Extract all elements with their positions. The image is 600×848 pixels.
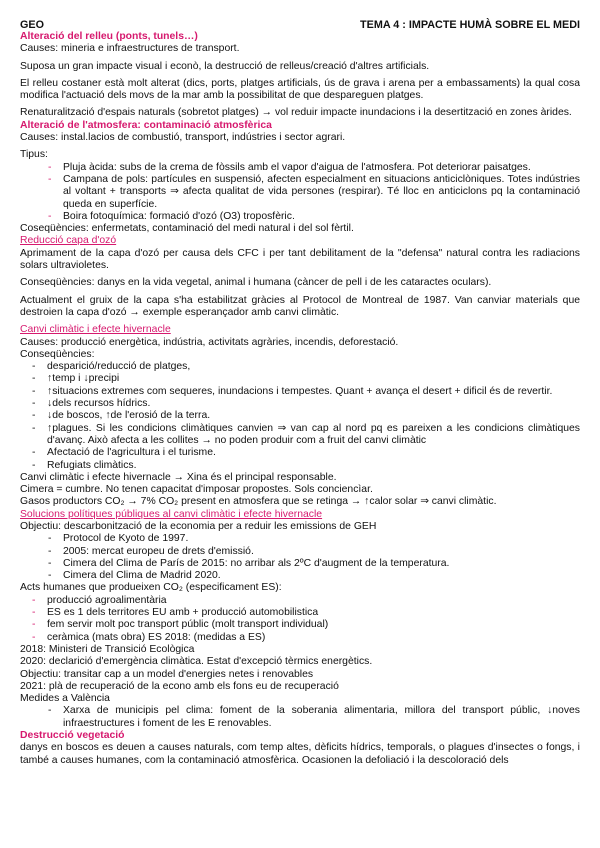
paragraph: 2020: declarició d'emergència climàtica. Estat d'excepció tèrmics energètics. (20, 656, 373, 668)
paragraph: Causes: producció energètica, indústria, activitats agràries, incendis, deforestació. (20, 336, 399, 348)
paragraph: Acts humanes que produeixen CO₂ (especificament ES): (20, 582, 282, 594)
paragraph: Causes: instal.lacios de combustió, transport, indústries i sector agrari. (20, 132, 346, 144)
paragraph: Objectiu: descarbonització de la economia per a reduir les emissions de GEH (20, 520, 377, 532)
page-header (20, 19, 580, 31)
paragraph: El relleu costaner està molt alterat (dics, ports, platges artificials, ús de grava i arena per a embassaments) la qual cosa modifica l'actuació dels movs de la mar amb la possibilitat de que despareguen platges. (20, 77, 580, 102)
paragraph: Conseqüències: danys en la vida vegetal, animal i humana (càncer de pell i de les cataractes oculars). (20, 277, 492, 289)
list-item: - Boira fotoquímica: formació d'ozó (O3) troposfèric. (20, 211, 580, 223)
list-item: - Refugiats climàtics. (20, 460, 580, 472)
section-title-canvi-climatic: Canvi climàtic i efecte hivernacle (20, 324, 171, 336)
list-item: - Xarxa de municipis pel clima: foment de la soberania alimentaria, millora del transport públic, ↓noves infraestructures i foment de les E renovables. (20, 705, 580, 730)
section-title-atmosfera: Alteració de l'atmosfera: contaminació atmosfèrica (20, 119, 272, 131)
paragraph: Gasos productors CO₂ → 7% CO₂ present en atmosfera que se retinga → ↑calor solar ⇒ canvi climàtic. (20, 496, 497, 508)
paragraph: Medides a València (20, 693, 110, 705)
list-item: - ↓dels recursos hídrics. (20, 398, 580, 410)
bullet-list (20, 705, 580, 730)
paragraph: 2021: plà de recuperació de la econo amb els fons eu de recuperació (20, 680, 339, 692)
bullet-list (20, 162, 580, 223)
section-title-vegetacio: Destrucció vegetació (20, 730, 125, 742)
list-item: - ES es 1 dels territores EU amb + producció automobilistica (20, 607, 580, 619)
list-item: - Protocol de Kyoto de 1997. (20, 533, 580, 545)
list-item: - ↑plagues. Si les condicions climàtiques canvien ⇒ van cap al nord pq es pareixen a les condicions climàtiques d'avanç. Això afecta a les collites → no poden produir com a fruit del canvi climàtic (20, 423, 580, 448)
paragraph: Suposa un gran impacte visual i econò, la destrucció de relleus/creació d'altres artificials. (20, 60, 430, 72)
paragraph: Tipus: (20, 149, 48, 161)
section-title-relleu: Alteració del relleu (ponts, tunels…) (20, 31, 198, 42)
paragraph: Renaturalització d'espais naturals (sobretot platges) → vol reduir impacte inundacions i la desertització en zones àrides. (20, 107, 572, 119)
list-item: - ↑temp i ↓precipi (20, 373, 580, 385)
list-item: - producció agroalimentària (20, 595, 580, 607)
header-topic: TEMA 4 : IMPACTE HUMÀ SOBRE EL MEDI (360, 19, 580, 31)
bullet-list (20, 361, 580, 472)
list-item: - Cimera del Clima de París de 2015: no arribar als 2ºC d'augment de la temperatura. (20, 558, 580, 570)
list-item: - ceràmica (mats obra) ES 2018: (medidas a ES) (20, 632, 580, 644)
list-item: - 2005: mercat europeu de drets d'emissió. (20, 546, 580, 558)
header-subject: GEO (20, 19, 44, 31)
document-page (20, 0, 580, 767)
section-title-solucions: Solucions polítiques públiques al canvi climàtic i efecte hivernacle (20, 508, 323, 520)
paragraph: Conseqüències: (20, 348, 95, 360)
paragraph: Canvi climàtic i efecte hivernacle → Xina és el principal responsable. (20, 471, 337, 483)
bullet-list (20, 533, 580, 582)
list-item: - ↑situacions extremes com sequeres, inundacions i tempestes. Quant + avança el desert + dificil és de revertir. (20, 386, 580, 398)
paragraph: danys en boscos es deuen a causes naturals, com temp altes, dèficits hídrics, temporals, o plagues d'insectes o fongs, i també a causes humanes, com la contaminació atmosfèrica. Ocasionen la defoliació i la descoloració dels (20, 742, 580, 766)
list-item: - desparició/reducció de platges, (20, 361, 580, 373)
paragraph: Cimera = cumbre. No tenen capacitat d'imposar propostes. Sols conciencìar. (20, 484, 373, 496)
section-title-ozo: Reducció capa d'ozó (20, 235, 117, 247)
list-item: - Pluja àcida: subs de la crema de fòssils amb el vapor d'aigua de l'atmosfera. Pot deteriorar paisatges. (20, 162, 580, 174)
paragraph: Objectiu: transitar cap a un model d'energies netes i renovables (20, 668, 314, 680)
list-item: - ↓de boscos, ↑de l'erosió de la terra. (20, 410, 580, 422)
paragraph: Causes: mineria e infraestructures de transport. (20, 43, 240, 55)
paragraph: Coseqüències: enfermetats, contaminació del medi natural i del sol fèrtil. (20, 223, 354, 235)
paragraph: Actualment el gruix de la capa s'ha estabilitzat gràcies al Protocol de Montreal de 1987. Van canviar materials que destroien la capa d'ozó → exemple esperançador amb canvi climàtic. (20, 294, 580, 318)
list-item: - Afectació de l'agricultura i el turisme. (20, 447, 580, 459)
paragraph: Aprimament de la capa d'ozó per causa dels CFC i per tant debilitament de la "defensa" natural contra les radiacions solars ultravioletes. (20, 247, 580, 272)
list-item: - Cimera del Clima de Madrid 2020. (20, 570, 580, 582)
list-item: - fem servir molt poc transport públic (molt transport individual) (20, 619, 580, 631)
list-item: - Campana de pols: partícules en suspensió, afecten especialment en situacions anticiclòniques. Totes indústries al voltant + transports ⇒ afecta qualitat de vida persones (respirar). Té lloc en anticiclons pq la contaminació queda en superfície. (20, 174, 580, 211)
bullet-list (20, 595, 580, 644)
paragraph: 2018: Ministeri de Transició Ecològica (20, 643, 195, 655)
